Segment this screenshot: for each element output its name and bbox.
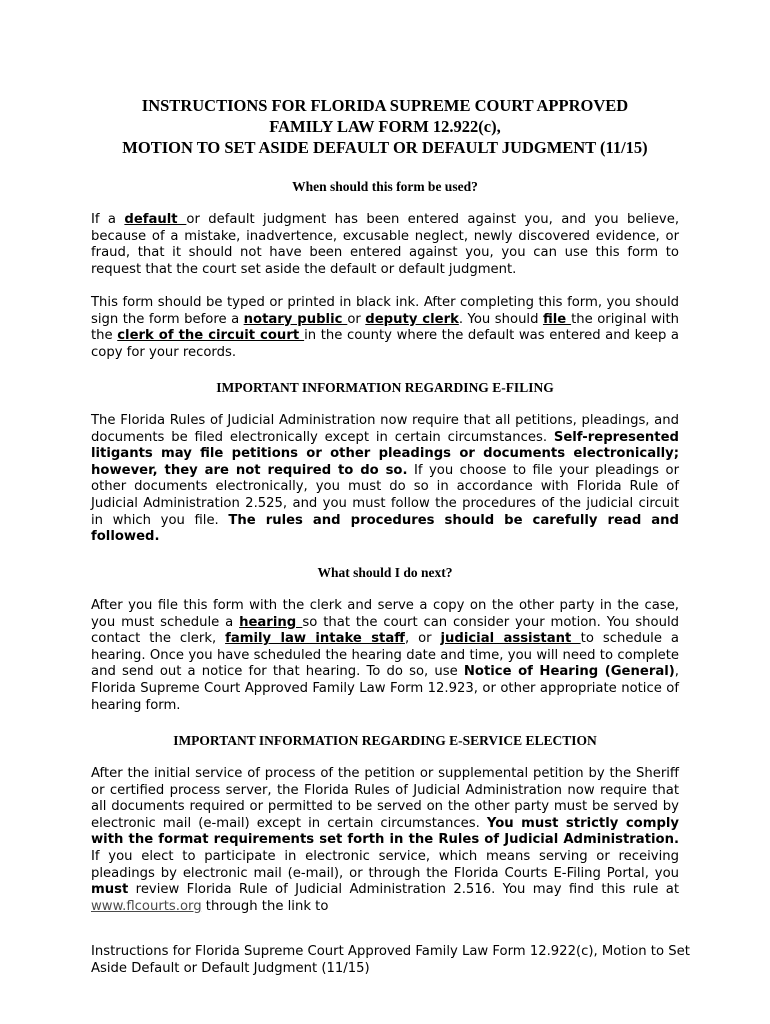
heading-when-used: When should this form be used? — [292, 179, 478, 194]
term-default: default — [124, 212, 187, 227]
paragraph-efiling: The Florida Rules of Judicial Administration now require that all petitions, pleadings, and documents be filed electronically except in certain circumstances. Self-represented litigants may file petitions or other pleadings or documents electronically; however, they are not required to do so. If you choose to file your pleadings or other documents electronically, you must do so in accordance with Florida Rule of Judicial Administration 2.525, and you must follow the procedures of the judicial circuit in which you file. The rules and procedures should be carefully read and followed. — [91, 413, 679, 545]
term-family-law-intake-staff: family law intake staff — [225, 631, 405, 647]
term-hearing: hearing — [239, 614, 303, 630]
page-footer: Instructions for Florida Supreme Court Approved Family Law Form 12.922(c), Motion to Set Aside Default or Default Judgment (11/15) — [91, 944, 690, 976]
flcourts-link[interactable]: www.flcourts.org — [91, 898, 202, 914]
paragraph-what-next: After you file this form with the clerk and serve a copy on the other party in the case, you must schedule a hearing so that the court can consider your motion. You should contact the clerk, family law intake staff, or judicial assistant to schedule a hearing. Once you have scheduled the hearing date and time, you will need to complete and send out a notice for that hearing. To do so, use Notice of Hearing (General), Florida Supreme Court Approved Family Law Form 12.923, or other appropriate notice of hearing form. — [91, 598, 679, 713]
paragraph-eservice: After the initial service of process of the petition or supplemental petition by the Sheriff or certified process server, the Florida Rules of Judicial Administration now require that all documents required or permitted to be served on the other party must be served by electronic mail (e-mail) except in certain circumstances. You must strictly comply with the format requirements set forth in the Rules of Judicial Administration. If you elect to participate in electronic service, which means serving or receiving pleadings by electronic mail (e-mail), or through the Florida Courts E-Filing Portal, you must review Florida Rule of Judicial Administration 2.516. You may find this rule at www.flcourts.org through the link to — [91, 766, 679, 914]
term-deputy-clerk: deputy clerk — [365, 311, 459, 327]
title-line-1: INSTRUCTIONS FOR FLORIDA SUPREME COURT APPROVED — [141, 96, 629, 115]
term-notice-of-hearing: Notice of Hearing (General) — [463, 664, 675, 680]
paragraph-when-used: If a default or default judgment has been entered against you, and you believe, because of a mistake, inadvertence, excusable neglect, newly discovered evidence, or fraud, that it should not have been entered against you, you can use this form to request that the court set aside the default or default judgment. — [91, 212, 680, 277]
title-line-2: FAMILY LAW FORM 12.922(c), — [269, 117, 501, 136]
term-clerk-of-circuit-court: clerk of the circuit court — [117, 328, 305, 344]
title-line-3: MOTION TO SET ASIDE DEFAULT OR DEFAULT JUDGMENT (11/15) — [122, 138, 648, 157]
heading-what-next: What should I do next? — [317, 565, 453, 580]
heading-efiling: IMPORTANT INFORMATION REGARDING E-FILING — [216, 380, 554, 395]
term-file: file — [542, 311, 572, 327]
form-title — [60, 95, 710, 158]
paragraph-signing-filing: This form should be typed or printed in black ink. After completing this form, you should sign the form before a notary public or deputy clerk. You should file the original with the clerk of the circuit court in the county where the default was entered and keep a copy for your records. — [91, 295, 680, 360]
term-notary-public: notary public — [243, 311, 348, 327]
term-judicial-assistant: judicial assistant — [440, 631, 581, 647]
heading-eservice: IMPORTANT INFORMATION REGARDING E-SERVICE ELECTION — [173, 733, 597, 748]
